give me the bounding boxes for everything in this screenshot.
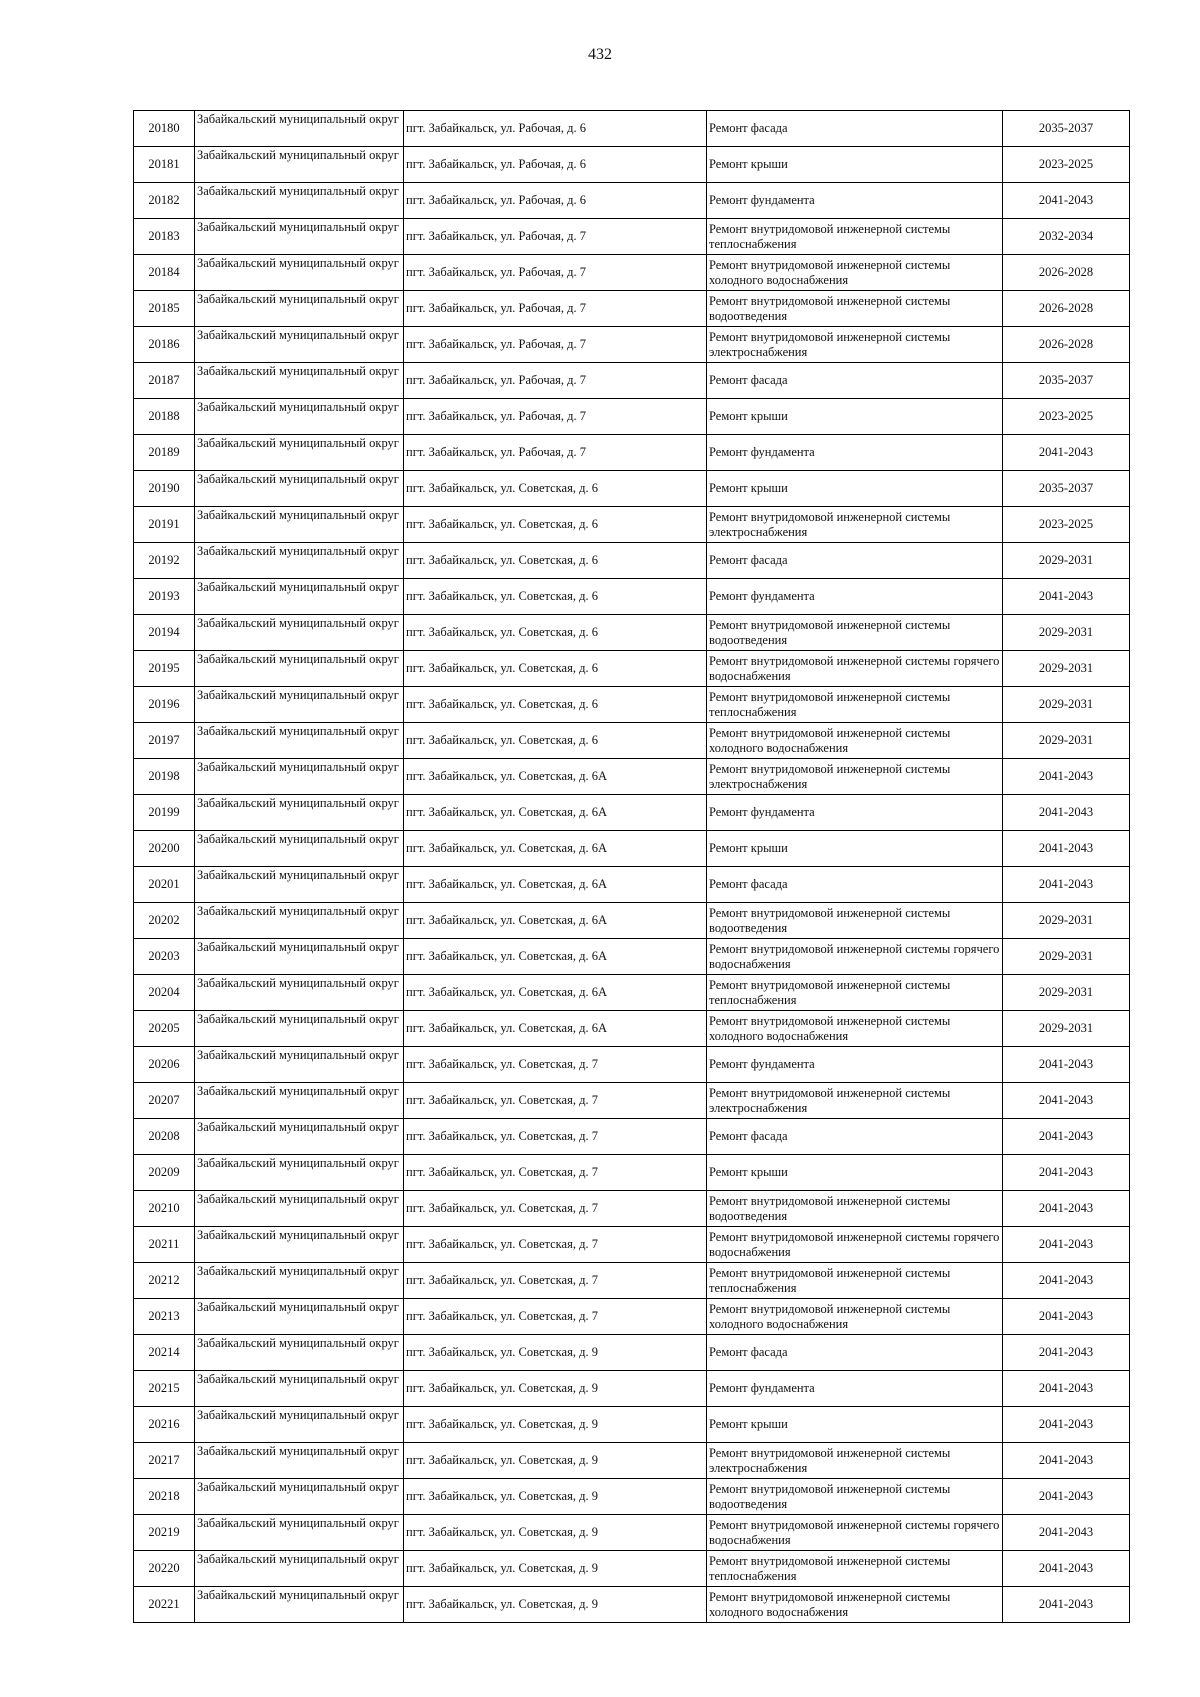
- period-cell: 2041-2043: [1003, 435, 1130, 471]
- period-cell: 2029-2031: [1003, 543, 1130, 579]
- municipality-cell: Забайкальский муниципальный округ: [195, 579, 404, 615]
- work-type-cell: Ремонт внутридомовой инженерной системы теплоснабжения: [707, 1551, 1003, 1587]
- address-cell: пгт. Забайкальск, ул. Советская, д. 7: [404, 1119, 707, 1155]
- address-cell: пгт. Забайкальск, ул. Советская, д. 6: [404, 687, 707, 723]
- municipality-cell: Забайкальский муниципальный округ: [195, 1551, 404, 1587]
- period-cell: 2032-2034: [1003, 219, 1130, 255]
- address-cell: пгт. Забайкальск, ул. Советская, д. 6: [404, 543, 707, 579]
- address-cell: пгт. Забайкальск, ул. Советская, д. 6: [404, 723, 707, 759]
- row-number-cell: 20183: [134, 219, 195, 255]
- address-cell: пгт. Забайкальск, ул. Советская, д. 6А: [404, 903, 707, 939]
- municipality-cell: Забайкальский муниципальный округ: [195, 327, 404, 363]
- address-cell: пгт. Забайкальск, ул. Советская, д. 6: [404, 471, 707, 507]
- work-type-cell: Ремонт внутридомовой инженерной системы холодного водоснабжения: [707, 1299, 1003, 1335]
- municipality-cell: Забайкальский муниципальный округ: [195, 1047, 404, 1083]
- work-type-cell: Ремонт фасада: [707, 867, 1003, 903]
- address-cell: пгт. Забайкальск, ул. Советская, д. 9: [404, 1479, 707, 1515]
- municipality-cell: Забайкальский муниципальный округ: [195, 363, 404, 399]
- row-number-cell: 20195: [134, 651, 195, 687]
- address-cell: пгт. Забайкальск, ул. Советская, д. 7: [404, 1155, 707, 1191]
- table-body: [134, 111, 1130, 1623]
- address-cell: пгт. Забайкальск, ул. Советская, д. 9: [404, 1515, 707, 1551]
- municipality-cell: Забайкальский муниципальный округ: [195, 1155, 404, 1191]
- address-cell: пгт. Забайкальск, ул. Рабочая, д. 7: [404, 399, 707, 435]
- period-cell: 2041-2043: [1003, 1155, 1130, 1191]
- work-type-cell: Ремонт внутридомовой инженерной системы электроснабжения: [707, 1443, 1003, 1479]
- period-cell: 2023-2025: [1003, 507, 1130, 543]
- municipality-cell: Забайкальский муниципальный округ: [195, 651, 404, 687]
- work-type-cell: Ремонт внутридомовой инженерной системы холодного водоснабжения: [707, 255, 1003, 291]
- table-row: [134, 1371, 1130, 1407]
- table-row: [134, 327, 1130, 363]
- period-cell: 2041-2043: [1003, 1119, 1130, 1155]
- table-row: [134, 1263, 1130, 1299]
- work-type-cell: Ремонт внутридомовой инженерной системы горячего водоснабжения: [707, 651, 1003, 687]
- period-cell: 2041-2043: [1003, 759, 1130, 795]
- table-row: [134, 1011, 1130, 1047]
- period-cell: 2026-2028: [1003, 255, 1130, 291]
- row-number-cell: 20216: [134, 1407, 195, 1443]
- table-row: [134, 111, 1130, 147]
- table-row: [134, 399, 1130, 435]
- period-cell: 2041-2043: [1003, 1479, 1130, 1515]
- row-number-cell: 20207: [134, 1083, 195, 1119]
- municipality-cell: Забайкальский муниципальный округ: [195, 723, 404, 759]
- period-cell: 2041-2043: [1003, 1227, 1130, 1263]
- row-number-cell: 20212: [134, 1263, 195, 1299]
- work-type-cell: Ремонт фундамента: [707, 183, 1003, 219]
- row-number-cell: 20187: [134, 363, 195, 399]
- work-type-cell: Ремонт фундамента: [707, 1047, 1003, 1083]
- address-cell: пгт. Забайкальск, ул. Советская, д. 6А: [404, 867, 707, 903]
- period-cell: 2026-2028: [1003, 327, 1130, 363]
- table-row: [134, 723, 1130, 759]
- work-type-cell: Ремонт внутридомовой инженерной системы горячего водоснабжения: [707, 1515, 1003, 1551]
- row-number-cell: 20211: [134, 1227, 195, 1263]
- row-number-cell: 20190: [134, 471, 195, 507]
- work-type-cell: Ремонт фундамента: [707, 795, 1003, 831]
- work-type-cell: Ремонт внутридомовой инженерной системы холодного водоснабжения: [707, 723, 1003, 759]
- row-number-cell: 20202: [134, 903, 195, 939]
- municipality-cell: Забайкальский муниципальный округ: [195, 1119, 404, 1155]
- table-row: [134, 1191, 1130, 1227]
- table-row: [134, 615, 1130, 651]
- work-type-cell: Ремонт крыши: [707, 147, 1003, 183]
- municipality-cell: Забайкальский муниципальный округ: [195, 687, 404, 723]
- table-row: [134, 759, 1130, 795]
- table-row: [134, 363, 1130, 399]
- row-number-cell: 20213: [134, 1299, 195, 1335]
- period-cell: 2041-2043: [1003, 831, 1130, 867]
- table-row: [134, 975, 1130, 1011]
- period-cell: 2041-2043: [1003, 1263, 1130, 1299]
- period-cell: 2029-2031: [1003, 687, 1130, 723]
- address-cell: пгт. Забайкальск, ул. Советская, д. 9: [404, 1335, 707, 1371]
- row-number-cell: 20199: [134, 795, 195, 831]
- table-row: [134, 1443, 1130, 1479]
- table-row: [134, 1515, 1130, 1551]
- period-cell: 2035-2037: [1003, 111, 1130, 147]
- table-row: [134, 147, 1130, 183]
- work-type-cell: Ремонт внутридомовой инженерной системы электроснабжения: [707, 1083, 1003, 1119]
- municipality-cell: Забайкальский муниципальный округ: [195, 975, 404, 1011]
- municipality-cell: Забайкальский муниципальный округ: [195, 1587, 404, 1623]
- work-type-cell: Ремонт внутридомовой инженерной системы электроснабжения: [707, 327, 1003, 363]
- work-type-cell: Ремонт крыши: [707, 471, 1003, 507]
- table-row: [134, 1587, 1130, 1623]
- municipality-cell: Забайкальский муниципальный округ: [195, 1443, 404, 1479]
- address-cell: пгт. Забайкальск, ул. Рабочая, д. 7: [404, 255, 707, 291]
- address-cell: пгт. Забайкальск, ул. Советская, д. 9: [404, 1407, 707, 1443]
- repair-schedule-table: [133, 110, 1130, 1623]
- row-number-cell: 20191: [134, 507, 195, 543]
- work-type-cell: Ремонт фасада: [707, 543, 1003, 579]
- work-type-cell: Ремонт внутридомовой инженерной системы холодного водоснабжения: [707, 1587, 1003, 1623]
- municipality-cell: Забайкальский муниципальный округ: [195, 867, 404, 903]
- table-row: [134, 1155, 1130, 1191]
- municipality-cell: Забайкальский муниципальный округ: [195, 111, 404, 147]
- table-row: [134, 687, 1130, 723]
- period-cell: 2035-2037: [1003, 363, 1130, 399]
- row-number-cell: 20189: [134, 435, 195, 471]
- municipality-cell: Забайкальский муниципальный округ: [195, 291, 404, 327]
- address-cell: пгт. Забайкальск, ул. Рабочая, д. 7: [404, 363, 707, 399]
- table-row: [134, 1335, 1130, 1371]
- work-type-cell: Ремонт внутридомовой инженерной системы водоотведения: [707, 615, 1003, 651]
- table-row: [134, 291, 1130, 327]
- address-cell: пгт. Забайкальск, ул. Советская, д. 7: [404, 1227, 707, 1263]
- municipality-cell: Забайкальский муниципальный округ: [195, 1479, 404, 1515]
- work-type-cell: Ремонт фасада: [707, 1119, 1003, 1155]
- table-row: [134, 255, 1130, 291]
- period-cell: 2029-2031: [1003, 903, 1130, 939]
- municipality-cell: Забайкальский муниципальный округ: [195, 1371, 404, 1407]
- row-number-cell: 20201: [134, 867, 195, 903]
- row-number-cell: 20209: [134, 1155, 195, 1191]
- row-number-cell: 20210: [134, 1191, 195, 1227]
- work-type-cell: Ремонт фасада: [707, 111, 1003, 147]
- work-type-cell: Ремонт фундамента: [707, 435, 1003, 471]
- address-cell: пгт. Забайкальск, ул. Советская, д. 6А: [404, 795, 707, 831]
- work-type-cell: Ремонт крыши: [707, 1155, 1003, 1191]
- municipality-cell: Забайкальский муниципальный округ: [195, 831, 404, 867]
- row-number-cell: 20197: [134, 723, 195, 759]
- municipality-cell: Забайкальский муниципальный округ: [195, 507, 404, 543]
- address-cell: пгт. Забайкальск, ул. Советская, д. 6А: [404, 975, 707, 1011]
- row-number-cell: 20180: [134, 111, 195, 147]
- municipality-cell: Забайкальский муниципальный округ: [195, 1515, 404, 1551]
- work-type-cell: Ремонт внутридомовой инженерной системы теплоснабжения: [707, 219, 1003, 255]
- address-cell: пгт. Забайкальск, ул. Рабочая, д. 7: [404, 327, 707, 363]
- period-cell: 2041-2043: [1003, 183, 1130, 219]
- period-cell: 2023-2025: [1003, 399, 1130, 435]
- municipality-cell: Забайкальский муниципальный округ: [195, 1299, 404, 1335]
- municipality-cell: Забайкальский муниципальный округ: [195, 147, 404, 183]
- table-row: [134, 435, 1130, 471]
- table-row: [134, 1407, 1130, 1443]
- address-cell: пгт. Забайкальск, ул. Советская, д. 7: [404, 1191, 707, 1227]
- row-number-cell: 20185: [134, 291, 195, 327]
- row-number-cell: 20196: [134, 687, 195, 723]
- work-type-cell: Ремонт внутридомовой инженерной системы электроснабжения: [707, 759, 1003, 795]
- work-type-cell: Ремонт внутридомовой инженерной системы горячего водоснабжения: [707, 1227, 1003, 1263]
- work-type-cell: Ремонт внутридомовой инженерной системы горячего водоснабжения: [707, 939, 1003, 975]
- row-number-cell: 20194: [134, 615, 195, 651]
- period-cell: 2029-2031: [1003, 939, 1130, 975]
- row-number-cell: 20208: [134, 1119, 195, 1155]
- period-cell: 2041-2043: [1003, 1371, 1130, 1407]
- municipality-cell: Забайкальский муниципальный округ: [195, 939, 404, 975]
- period-cell: 2041-2043: [1003, 1407, 1130, 1443]
- municipality-cell: Забайкальский муниципальный округ: [195, 435, 404, 471]
- period-cell: 2041-2043: [1003, 1191, 1130, 1227]
- address-cell: пгт. Забайкальск, ул. Советская, д. 9: [404, 1551, 707, 1587]
- municipality-cell: Забайкальский муниципальный округ: [195, 795, 404, 831]
- address-cell: пгт. Забайкальск, ул. Советская, д. 6: [404, 579, 707, 615]
- municipality-cell: Забайкальский муниципальный округ: [195, 399, 404, 435]
- table-row: [134, 1083, 1130, 1119]
- work-type-cell: Ремонт фундамента: [707, 1371, 1003, 1407]
- table-row: [134, 1551, 1130, 1587]
- work-type-cell: Ремонт внутридомовой инженерной системы теплоснабжения: [707, 1263, 1003, 1299]
- table-row: [134, 1479, 1130, 1515]
- work-type-cell: Ремонт внутридомовой инженерной системы водоотведения: [707, 1479, 1003, 1515]
- period-cell: 2023-2025: [1003, 147, 1130, 183]
- table-row: [134, 579, 1130, 615]
- municipality-cell: Забайкальский муниципальный округ: [195, 759, 404, 795]
- table-row: [134, 651, 1130, 687]
- table-row: [134, 795, 1130, 831]
- row-number-cell: 20182: [134, 183, 195, 219]
- address-cell: пгт. Забайкальск, ул. Советская, д. 7: [404, 1263, 707, 1299]
- period-cell: 2041-2043: [1003, 1047, 1130, 1083]
- table-row: [134, 903, 1130, 939]
- period-cell: 2041-2043: [1003, 1335, 1130, 1371]
- work-type-cell: Ремонт внутридомовой инженерной системы водоотведения: [707, 903, 1003, 939]
- address-cell: пгт. Забайкальск, ул. Советская, д. 6А: [404, 1011, 707, 1047]
- work-type-cell: Ремонт внутридомовой инженерной системы теплоснабжения: [707, 687, 1003, 723]
- municipality-cell: Забайкальский муниципальный округ: [195, 1227, 404, 1263]
- address-cell: пгт. Забайкальск, ул. Рабочая, д. 7: [404, 435, 707, 471]
- work-type-cell: Ремонт внутридомовой инженерной системы водоотведения: [707, 291, 1003, 327]
- page-number: 432: [588, 46, 612, 63]
- municipality-cell: Забайкальский муниципальный округ: [195, 903, 404, 939]
- period-cell: 2041-2043: [1003, 1299, 1130, 1335]
- municipality-cell: Забайкальский муниципальный округ: [195, 1335, 404, 1371]
- address-cell: пгт. Забайкальск, ул. Рабочая, д. 6: [404, 183, 707, 219]
- table-row: [134, 831, 1130, 867]
- address-cell: пгт. Забайкальск, ул. Советская, д. 9: [404, 1587, 707, 1623]
- row-number-cell: 20192: [134, 543, 195, 579]
- municipality-cell: Забайкальский муниципальный округ: [195, 1263, 404, 1299]
- address-cell: пгт. Забайкальск, ул. Рабочая, д. 6: [404, 111, 707, 147]
- row-number-cell: 20198: [134, 759, 195, 795]
- row-number-cell: 20217: [134, 1443, 195, 1479]
- row-number-cell: 20186: [134, 327, 195, 363]
- table-row: [134, 183, 1130, 219]
- address-cell: пгт. Забайкальск, ул. Советская, д. 6: [404, 615, 707, 651]
- period-cell: 2041-2043: [1003, 1515, 1130, 1551]
- work-type-cell: Ремонт внутридомовой инженерной системы водоотведения: [707, 1191, 1003, 1227]
- table-row: [134, 1227, 1130, 1263]
- row-number-cell: 20203: [134, 939, 195, 975]
- address-cell: пгт. Забайкальск, ул. Советская, д. 6А: [404, 759, 707, 795]
- address-cell: пгт. Забайкальск, ул. Рабочая, д. 7: [404, 291, 707, 327]
- period-cell: 2041-2043: [1003, 795, 1130, 831]
- address-cell: пгт. Забайкальск, ул. Рабочая, д. 7: [404, 219, 707, 255]
- address-cell: пгт. Забайкальск, ул. Советская, д. 7: [404, 1299, 707, 1335]
- row-number-cell: 20204: [134, 975, 195, 1011]
- address-cell: пгт. Забайкальск, ул. Советская, д. 6: [404, 507, 707, 543]
- row-number-cell: 20215: [134, 1371, 195, 1407]
- address-cell: пгт. Забайкальск, ул. Советская, д. 9: [404, 1443, 707, 1479]
- table-row: [134, 219, 1130, 255]
- period-cell: 2029-2031: [1003, 651, 1130, 687]
- row-number-cell: 20193: [134, 579, 195, 615]
- work-type-cell: Ремонт крыши: [707, 1407, 1003, 1443]
- address-cell: пгт. Забайкальск, ул. Советская, д. 7: [404, 1047, 707, 1083]
- row-number-cell: 20184: [134, 255, 195, 291]
- period-cell: 2029-2031: [1003, 615, 1130, 651]
- table-row: [134, 939, 1130, 975]
- work-type-cell: Ремонт крыши: [707, 831, 1003, 867]
- row-number-cell: 20214: [134, 1335, 195, 1371]
- table-row: [134, 867, 1130, 903]
- address-cell: пгт. Забайкальск, ул. Рабочая, д. 6: [404, 147, 707, 183]
- work-type-cell: Ремонт фасада: [707, 1335, 1003, 1371]
- table-row: [134, 1047, 1130, 1083]
- period-cell: 2041-2043: [1003, 867, 1130, 903]
- period-cell: 2029-2031: [1003, 723, 1130, 759]
- address-cell: пгт. Забайкальск, ул. Советская, д. 9: [404, 1371, 707, 1407]
- work-type-cell: Ремонт крыши: [707, 399, 1003, 435]
- period-cell: 2029-2031: [1003, 975, 1130, 1011]
- work-type-cell: Ремонт внутридомовой инженерной системы электроснабжения: [707, 507, 1003, 543]
- municipality-cell: Забайкальский муниципальный округ: [195, 183, 404, 219]
- period-cell: 2029-2031: [1003, 1011, 1130, 1047]
- period-cell: 2041-2043: [1003, 1551, 1130, 1587]
- period-cell: 2041-2043: [1003, 579, 1130, 615]
- work-type-cell: Ремонт внутридомовой инженерной системы холодного водоснабжения: [707, 1011, 1003, 1047]
- period-cell: 2041-2043: [1003, 1083, 1130, 1119]
- municipality-cell: Забайкальский муниципальный округ: [195, 543, 404, 579]
- row-number-cell: 20181: [134, 147, 195, 183]
- municipality-cell: Забайкальский муниципальный округ: [195, 1407, 404, 1443]
- table-row: [134, 1119, 1130, 1155]
- row-number-cell: 20218: [134, 1479, 195, 1515]
- period-cell: 2026-2028: [1003, 291, 1130, 327]
- address-cell: пгт. Забайкальск, ул. Советская, д. 6А: [404, 831, 707, 867]
- period-cell: 2041-2043: [1003, 1443, 1130, 1479]
- work-type-cell: Ремонт внутридомовой инженерной системы теплоснабжения: [707, 975, 1003, 1011]
- row-number-cell: 20200: [134, 831, 195, 867]
- municipality-cell: Забайкальский муниципальный округ: [195, 471, 404, 507]
- table-row: [134, 507, 1130, 543]
- row-number-cell: 20205: [134, 1011, 195, 1047]
- municipality-cell: Забайкальский муниципальный округ: [195, 255, 404, 291]
- municipality-cell: Забайкальский муниципальный округ: [195, 615, 404, 651]
- row-number-cell: 20220: [134, 1551, 195, 1587]
- work-type-cell: Ремонт фасада: [707, 363, 1003, 399]
- period-cell: 2035-2037: [1003, 471, 1130, 507]
- row-number-cell: 20188: [134, 399, 195, 435]
- municipality-cell: Забайкальский муниципальный округ: [195, 1083, 404, 1119]
- municipality-cell: Забайкальский муниципальный округ: [195, 1191, 404, 1227]
- row-number-cell: 20221: [134, 1587, 195, 1623]
- table-row: [134, 543, 1130, 579]
- row-number-cell: 20206: [134, 1047, 195, 1083]
- work-type-cell: Ремонт фундамента: [707, 579, 1003, 615]
- table-row: [134, 1299, 1130, 1335]
- municipality-cell: Забайкальский муниципальный округ: [195, 219, 404, 255]
- municipality-cell: Забайкальский муниципальный округ: [195, 1011, 404, 1047]
- address-cell: пгт. Забайкальск, ул. Советская, д. 6А: [404, 939, 707, 975]
- period-cell: 2041-2043: [1003, 1587, 1130, 1623]
- row-number-cell: 20219: [134, 1515, 195, 1551]
- address-cell: пгт. Забайкальск, ул. Советская, д. 6: [404, 651, 707, 687]
- address-cell: пгт. Забайкальск, ул. Советская, д. 7: [404, 1083, 707, 1119]
- table-row: [134, 471, 1130, 507]
